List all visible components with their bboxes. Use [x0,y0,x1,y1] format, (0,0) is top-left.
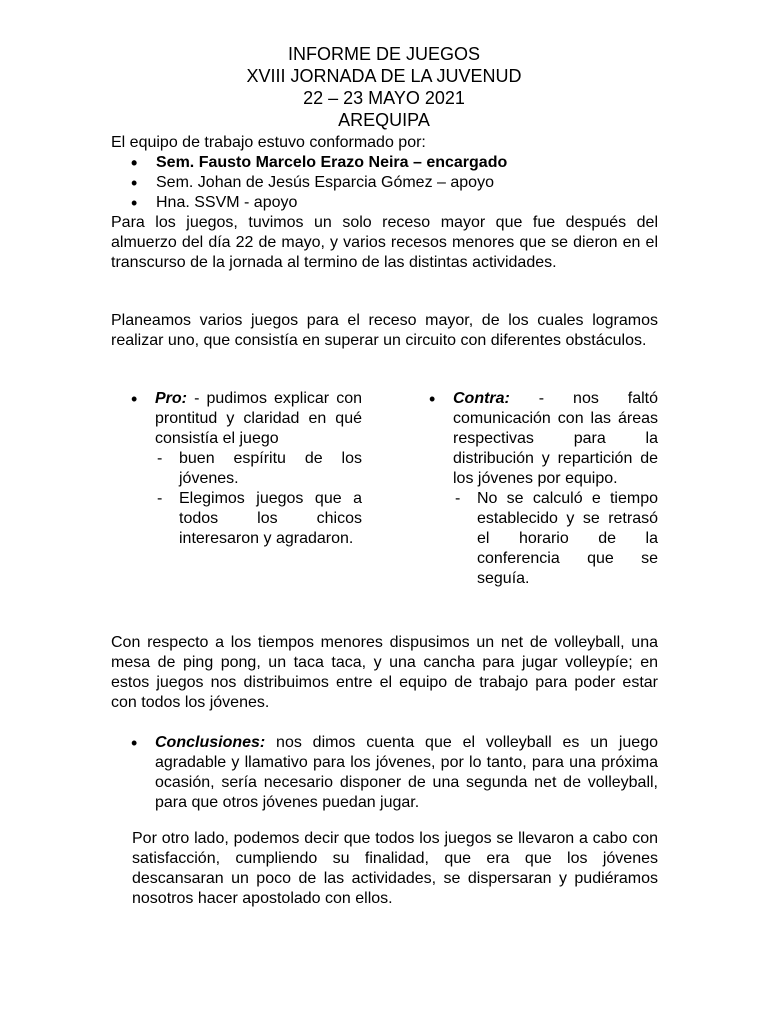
contra-column [429,389,658,589]
pro-column [131,389,362,549]
contra-list [453,489,658,589]
paragraph-receso-mayor: Planeamos varios juegos para el receso mayor, de los cuales logramos realizar uno, que consistía en superar un circuito con diferentes obstáculos. [111,312,658,349]
pro-item: - Elegimos juegos que a todos los chicos interesaron y agradaron. [155,489,362,549]
team-member: • Hna. SSVM - apoyo [111,193,658,213]
paragraph-tiempos-menores: Con respecto a los tiempos menores dispusimos un net de volleyball, una mesa de ping pong, un taca taca, y una cancha para jugar volleypíe; en estos juegos nos distribuimos entre el equipo de trabajo para poder estar con todos los jóvenes. [111,634,658,711]
pro-text [155,389,362,449]
bullet-icon: • [131,389,138,409]
team-member: • Sem. Johan de Jesús Esparcia Gómez – apoyo [111,173,658,193]
pro-list [155,449,362,549]
team-intro: El equipo de trabajo estuvo conformado por: [111,134,426,151]
event-city: AREQUIPA [338,110,430,130]
paragraph-recesos: Para los juegos, tuvimos un solo receso mayor que fue después del almuerzo del día 22 de mayo, y varios recesos menores que se dieron en el transcurso de la jornada al termino de las distintas actividades. [111,214,658,271]
conclusiones-description: nos dimos cuenta que el volleyball es un juego agradable y llamativo para los jóvenes, por lo tanto, para una próxima ocasión, sería necesario disponer de una segunda net de volleyball, para que otros jóvenes puedan jugar. [155,734,658,811]
event-name: XVIII JORNADA DE LA JUVENUD [246,66,522,86]
conclusiones-label: Conclusiones: [155,734,266,751]
team-member: • Sem. Fausto Marcelo Erazo Neira – encargado [111,153,658,173]
contra-label: Contra: [453,390,510,407]
contra-description: - nos faltó comunicación con las áreas respectivas para la distribución y repartición de los jóvenes por equipo. [453,390,658,487]
event-dates: 22 – 23 MAYO 2021 [303,88,465,108]
bullet-icon: • [131,733,138,753]
report-title: INFORME DE JUEGOS [287,44,480,64]
contra-text [453,389,658,489]
conclusiones-item [131,733,658,813]
report-header [0,43,768,131]
conclusiones-text [155,733,658,813]
paragraph-cierre: Por otro lado, podemos decir que todos los juegos se llevaron a cabo con satisfacción, cumpliendo su finalidad, que era que los jóvenes descansaran un poco de las actividades, se dispersaran y pudiéramos nosotros hacer apostolado con ellos. [132,830,658,907]
pro-item: - buen espíritu de los jóvenes. [155,449,362,489]
pro-description: - pudimos explicar con prontitud y claridad en qué consistía el juego [155,390,362,447]
pro-label: Pro: [155,390,187,407]
bullet-icon: • [429,389,436,409]
team-section [111,133,658,213]
team-list [111,153,658,213]
contra-item: - No se calculó e tiempo establecido y se retrasó el horario de la conferencia que se seguía. [453,489,658,589]
